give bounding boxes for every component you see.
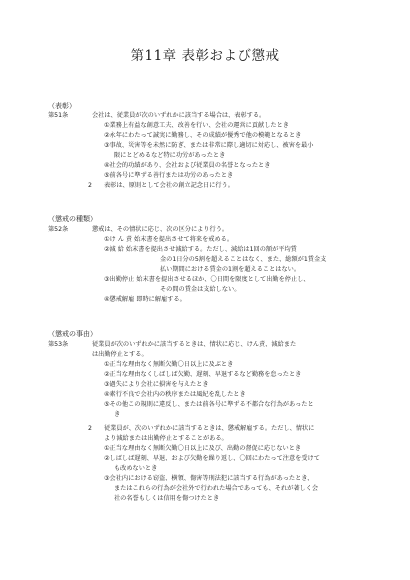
paragraph-line: 従業員が、次のいずれかに該当するときは、懲戒解雇する。ただし、情状に <box>104 425 315 432</box>
list-item-continuation: 金の1日分の5割を超えることはなく、また、総額が1賃金支 <box>160 256 327 263</box>
list-item-continuation: き <box>114 411 121 418</box>
list-item: ②永年にわたって誠実に勤務し、その成績が優秀で他の模範となるとき <box>104 132 302 139</box>
chapter-title: 第11章 表彰および懲戒 <box>130 48 280 64</box>
list-item-continuation: 限にとどめるなど特に功労があったとき <box>114 152 226 159</box>
list-item: ③過失により会社に損害を与えたとき <box>104 381 209 388</box>
article-number: 第53条 <box>48 341 69 348</box>
list-item: ③事故、災害等を未然に防ぎ、または非常に際し適切に対応し、被害を最小 <box>104 142 314 149</box>
list-item: ②しばしば遅刻、早退、および欠勤を繰り返し、〇回にわたって注意を受けて <box>104 455 320 462</box>
list-item: ⑤前各号に準ずる善行または功労のあったとき <box>104 172 234 179</box>
paragraph-line: より減給または出勤停止とすることがある。 <box>104 435 228 442</box>
paragraph-line: 従業員が次のいずれかに該当するときは、情状に応じ、けん責、減給また <box>92 341 297 348</box>
section-heading-discipline-grounds: （懲戒の事由） <box>48 330 97 338</box>
list-item: ③会社内における窃盗、横領、傷害等刑法犯に該当する行為があったとき、 <box>104 475 314 482</box>
sub-paragraph-number: 2 <box>88 425 92 432</box>
list-item-continuation: 払い期間における賃金の1割を超えることはない。 <box>160 266 301 273</box>
paragraph-line: 会社は、従業員が次のいずれかに該当する場合は、表彰する。 <box>92 112 266 119</box>
list-item: ②減 給 始末書を提出させ減給する。ただし、減給は1回の額が平均賃 <box>104 246 297 253</box>
section-heading-commendation: （表彰） <box>48 102 76 110</box>
list-item: ①け ん 責 始末書を提出させて将来を戒める。 <box>104 236 234 243</box>
list-item: ①正当な理由なく無断欠勤〇日以上に及ぶとき <box>104 361 234 368</box>
list-item: ②正当な理由なくしばしば欠勤、遅刻、早退するなど勤務を怠ったとき <box>104 371 302 378</box>
list-item-continuation: も改めないとき <box>114 465 158 472</box>
sub-paragraph-number: 2 <box>88 182 92 189</box>
list-item: ①正当な理由なく無断欠勤〇日以上に及び、出勤の督促に応じないとき <box>104 445 302 452</box>
list-item: ①業務上有益な創意工夫、改善を行い、会社の運営に貢献したとき <box>104 122 289 129</box>
list-item-continuation: その間の賃金は支給しない。 <box>160 286 241 293</box>
list-item: ④素行不良で会社内の秩序または風紀を乱したとき <box>104 391 246 398</box>
list-item-continuation: 社の名誉もしくは信用を傷つけたとき <box>114 495 220 502</box>
paragraph-line: は出勤停止とする。 <box>92 351 148 358</box>
section-heading-discipline-types: （懲戒の種類） <box>48 215 97 223</box>
paragraph-line: 表彰は、原則として会社の創立記念日に行う。 <box>104 182 234 189</box>
article-number: 第51条 <box>48 112 69 119</box>
article-number: 第52条 <box>48 226 69 233</box>
list-item: ⑤その他この規則に違反し、または前各号に準ずる不都合な行為があったと <box>104 401 314 408</box>
list-item: ④懲戒解雇 即時に解雇する。 <box>104 296 186 303</box>
list-item: ③出勤停止 始末書を提出させるほか、〇日間を限度として出勤を停止し、 <box>104 276 310 283</box>
list-item-continuation: またはこれらの行為が会社外で行われた場合であっても、それが著しく会 <box>114 485 319 492</box>
paragraph-line: 懲戒は、その情状に応じ、次の区分により行う。 <box>92 226 229 233</box>
list-item: ④社会的功績があり、会社および従業員の名誉となったとき <box>104 162 271 169</box>
